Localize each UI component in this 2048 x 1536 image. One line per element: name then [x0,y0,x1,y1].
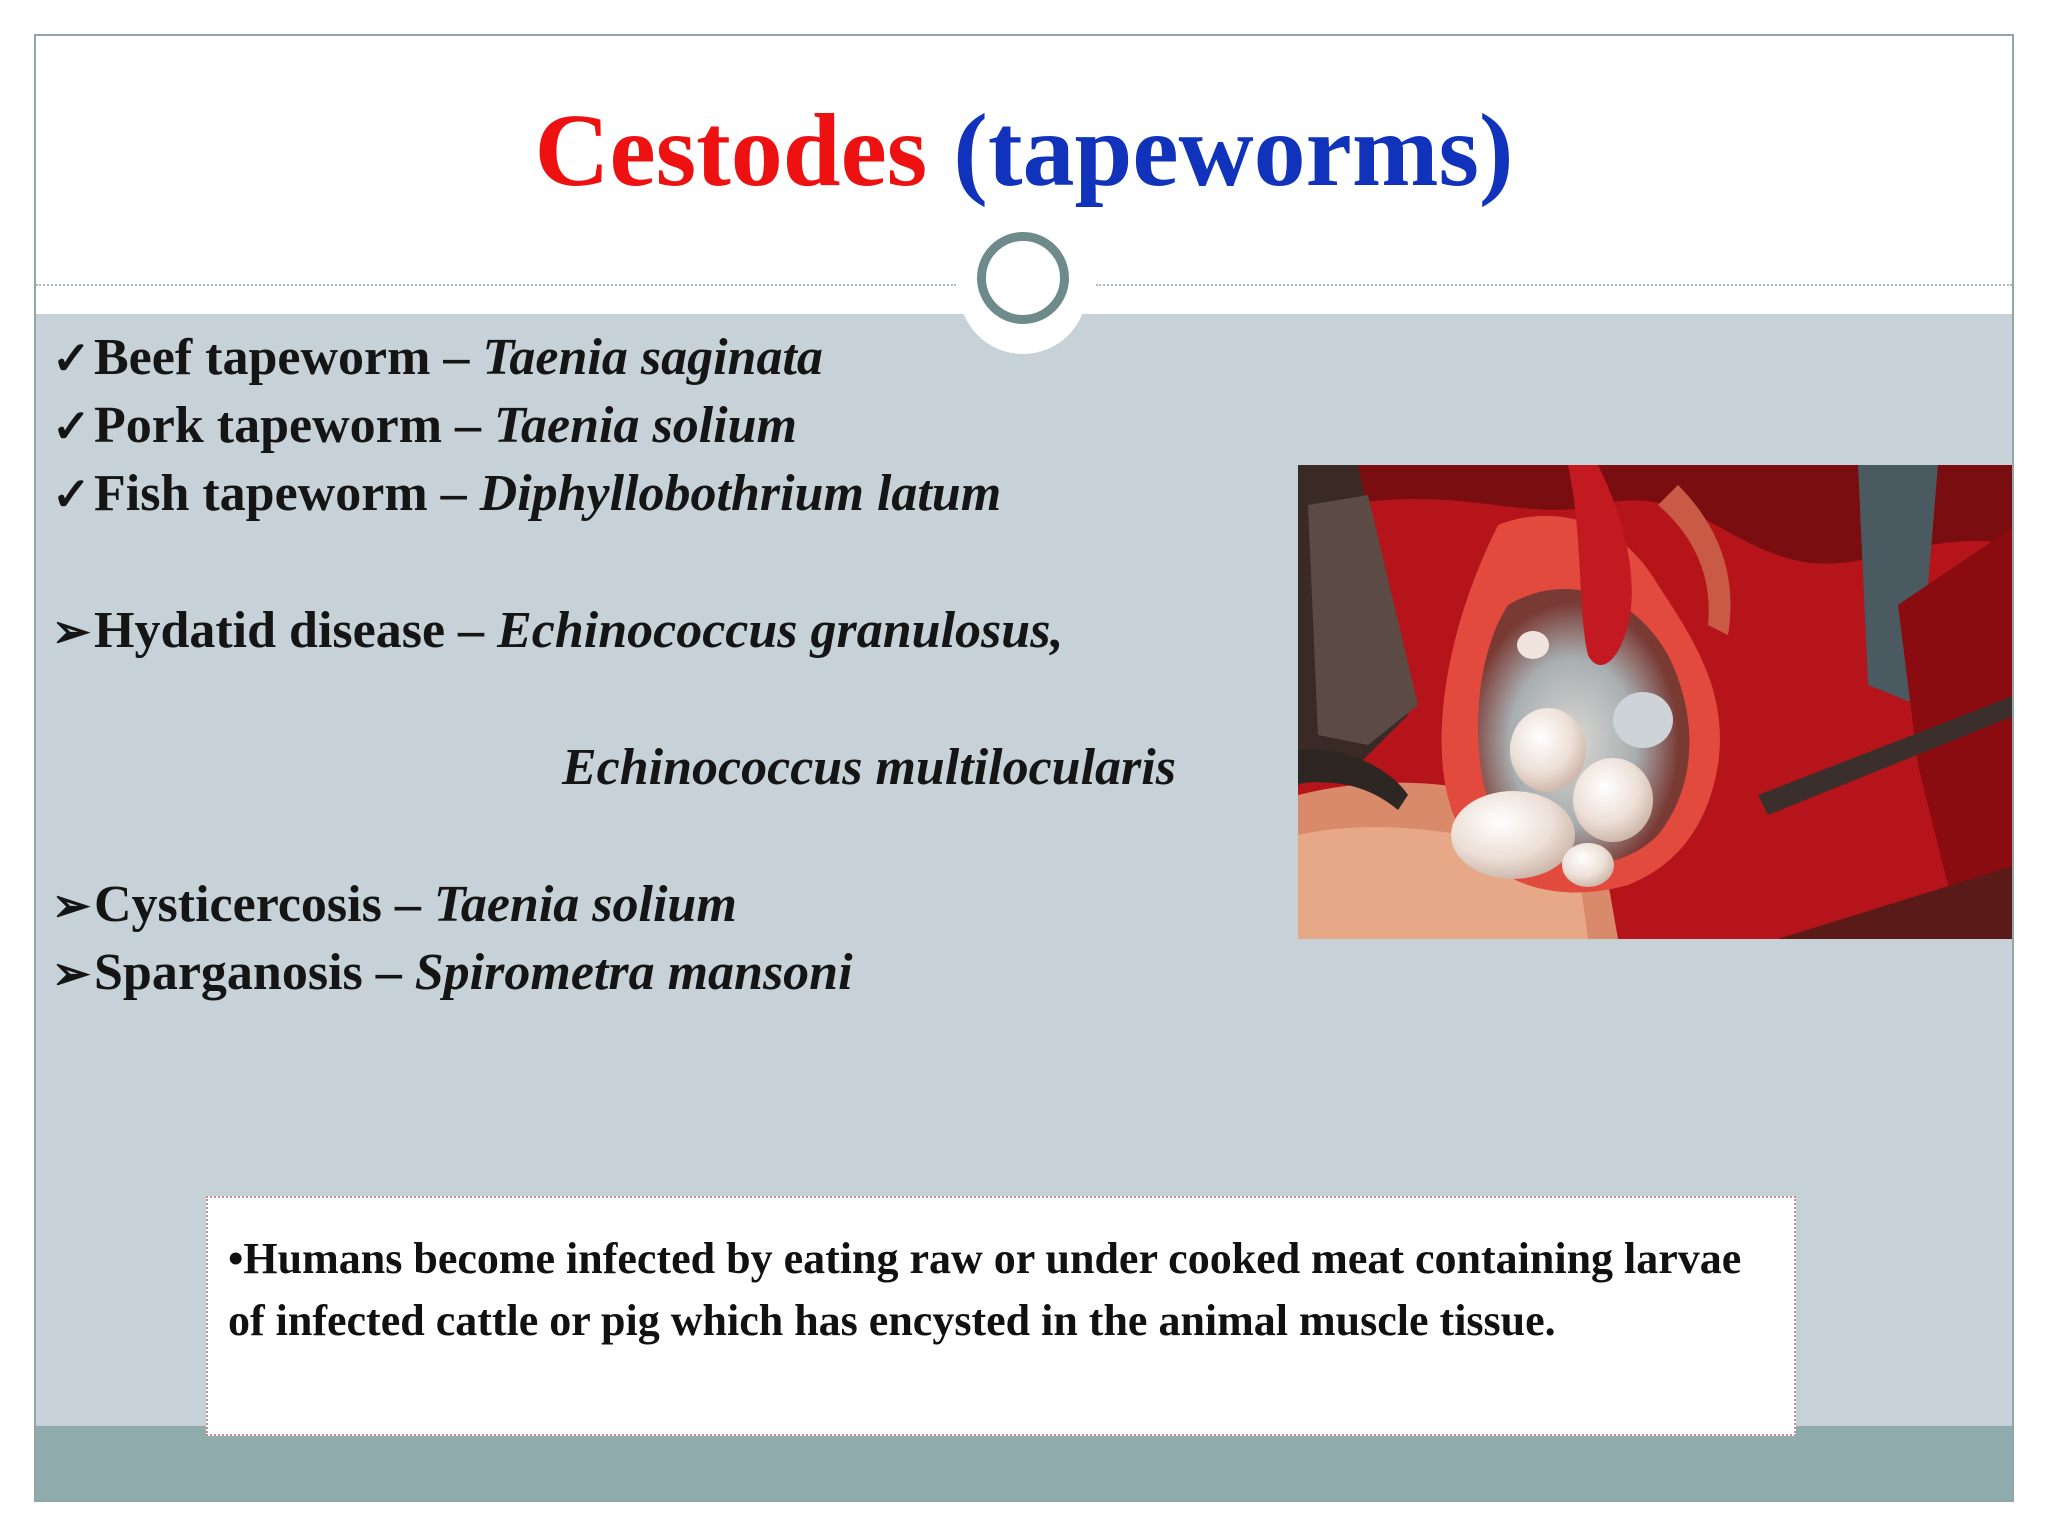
sparganosis-species: Spirometra mansoni [414,944,853,1001]
title-tapeworms: (tapeworms) [953,93,1514,208]
list-item-hydatid [52,599,1063,664]
header-divider-right [1096,284,2012,286]
fish-label: Fish tapeworm – [94,465,480,522]
check-icon: ✓ [52,469,91,520]
ring-icon [977,232,1069,324]
list-item-sparganosis [52,941,853,1006]
beef-species: Taenia saginata [482,329,823,386]
pork-label: Pork tapeworm – [94,397,495,454]
list-item-fish [52,462,1001,527]
fish-species: Diphyllobothrium latum [479,465,1002,522]
infection-note-text: •Humans become infected by eating raw or under cooked meat containing larvae of infected cattle or pig which has encysted in the animal muscle tissue. [228,1234,1742,1345]
title-cestodes: Cestodes [534,93,928,208]
pork-species: Taenia solium [494,397,797,454]
surgical-photo [1298,465,2014,939]
list-item-pork [52,394,797,459]
footer-band [36,1426,2012,1500]
arrow-bullet-icon: ➢ [52,948,91,999]
list-item-cysticercosis [52,873,737,938]
arrow-bullet-icon: ➢ [52,606,91,657]
hydatid-species-2: Echinococcus multilocularis [562,739,1176,796]
cysticercosis-label: Cysticercosis – [94,876,434,933]
hydatid-species-1: Echinococcus granulosus, [497,602,1064,659]
cysticercosis-species: Taenia solium [433,876,737,933]
header-divider-left [36,284,956,286]
infection-note-box [206,1196,1796,1436]
list-item-hydatid-continued [562,736,1176,800]
hydatid-label: Hydatid disease – [94,602,498,659]
sparganosis-label: Sparganosis – [94,944,415,1001]
check-icon: ✓ [52,401,91,452]
list-item-beef [52,326,823,391]
arrow-bullet-icon: ➢ [52,880,91,931]
slide [34,34,2014,1502]
hydatid-cyst-illustration [1298,465,2014,939]
beef-label: Beef tapeworm – [94,329,483,386]
check-icon: ✓ [52,333,91,384]
slide-title [36,94,2012,208]
